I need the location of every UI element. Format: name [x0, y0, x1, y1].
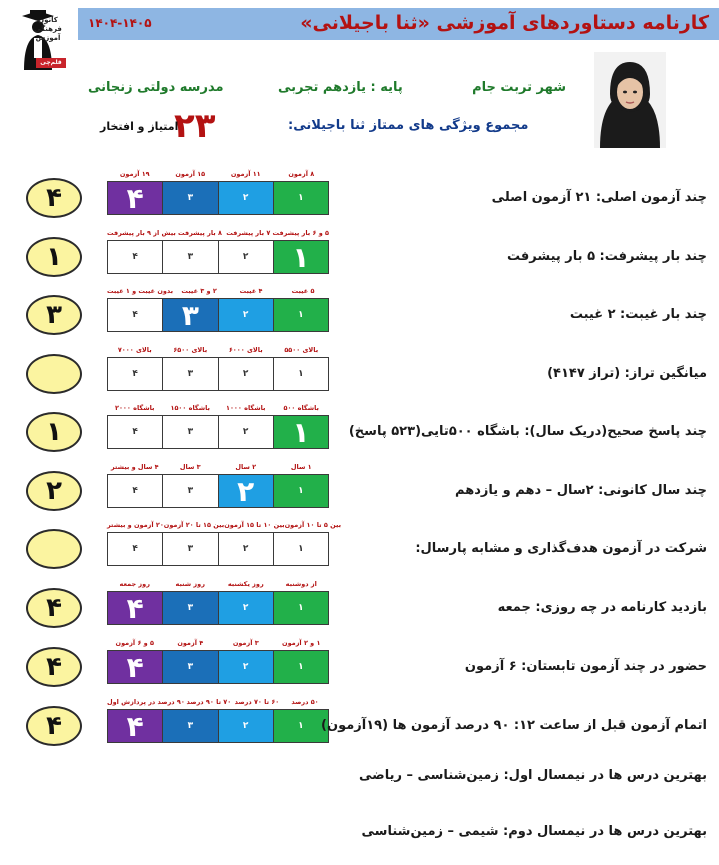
level-header-label: ۴ آزمون	[177, 639, 204, 647]
level-cell: ۲	[218, 358, 273, 390]
score-circle: ۴	[26, 647, 82, 687]
level-header-label: ۷۰ تا ۹۰ درصد	[186, 698, 232, 706]
level-cell: ۱	[273, 475, 328, 507]
level-headers	[107, 229, 329, 237]
level-cell: ۳	[162, 416, 217, 448]
level-headers	[107, 463, 329, 471]
level-cell: ۲	[218, 592, 273, 624]
level-cell: ۴	[108, 182, 162, 214]
level-header-label: بین ۱۵ تا ۲۰ آزمون	[163, 521, 225, 529]
level-header-label: ۱۹ آزمون	[119, 170, 150, 178]
achievement-row	[0, 461, 719, 521]
level-headers	[107, 346, 329, 354]
header-bar	[78, 8, 719, 40]
level-headers	[107, 170, 329, 178]
report-title: کارنامه دستاوردهای آموزشی «ثنا باجیلانی»	[300, 12, 709, 34]
question-text: چند بار غیبت: ۲ غیبت	[569, 307, 707, 322]
score-circle	[26, 354, 82, 394]
logo-tag: قلم‌چی	[36, 58, 66, 68]
level-header-label: ۸ بار پیشرفت	[177, 229, 222, 237]
level-header-label: ۲ و ۳ غیبت	[181, 287, 217, 295]
level-cell: ۲	[218, 182, 273, 214]
level-header-label: ۵۰ درصد	[291, 698, 319, 706]
best-subjects-term2: بهترین درس ها در نیمسال دوم: شیمی – زمین‌شناسی	[361, 824, 707, 839]
score-circle: ۱	[26, 412, 82, 452]
level-cell: ۱	[273, 241, 328, 273]
question-text: چند بار پیشرفت: ۵ بار پیشرفت	[506, 249, 707, 264]
level-cell: ۱	[273, 182, 328, 214]
level-cell: ۴	[108, 299, 162, 331]
level-cell: ۴	[108, 533, 162, 565]
level-cell: ۳	[162, 299, 217, 331]
level-header-label: روز یکشنبه	[227, 580, 264, 588]
level-header-label: باشگاه ۵۰۰	[283, 404, 319, 412]
level-cell: ۱	[273, 651, 328, 683]
level-cell: ۲	[218, 475, 273, 507]
level-cells	[107, 357, 329, 391]
level-header-label: ۵ غیبت	[291, 287, 315, 295]
score-circle: ۴	[26, 178, 82, 218]
level-header-label: بالای ۶۵۰۰	[173, 346, 208, 354]
total-points: ۲۳	[174, 106, 216, 146]
level-cells	[107, 709, 329, 743]
academic-year: ۱۴۰۴-۱۴۰۵	[88, 16, 152, 30]
level-cell: ۲	[218, 533, 273, 565]
achievement-row	[0, 402, 719, 462]
level-headers	[107, 639, 329, 647]
score-circle: ۳	[26, 295, 82, 335]
question-text: شرکت در آزمون هدف‌گذاری و مشابه پارسال:	[415, 541, 707, 556]
score-circle: ۱	[26, 237, 82, 277]
level-headers	[107, 521, 342, 529]
level-headers	[107, 698, 329, 706]
achievement-row	[0, 637, 719, 697]
score-circle: ۲	[26, 471, 82, 511]
level-header-label: ۱ و ۲ آزمون	[282, 639, 321, 647]
level-header-label: باشگاه ۱۰۰۰	[226, 404, 266, 412]
level-cell: ۴	[108, 710, 162, 742]
achievement-row	[0, 696, 719, 756]
level-header-label: بالای ۷۰۰۰	[117, 346, 152, 354]
student-photo	[594, 52, 666, 148]
achievement-row	[0, 227, 719, 287]
score-circle: ۴	[26, 588, 82, 628]
level-header-label: روز شنبه	[175, 580, 205, 588]
level-cell: ۳	[162, 651, 217, 683]
level-header-label: ۸ آزمون	[288, 170, 315, 178]
question-text: چند سال کانونی: ۲سال – دهم و یازدهم	[455, 483, 707, 498]
question-text: میانگین تراز: (تراز ۴۱۴۷)	[547, 366, 707, 381]
level-cell: ۴	[108, 651, 162, 683]
level-cell: ۴	[108, 358, 162, 390]
level-cell: ۴	[108, 592, 162, 624]
level-cells	[107, 591, 329, 625]
level-header-label: ۳ آزمون	[232, 639, 259, 647]
level-cell: ۳	[162, 241, 217, 273]
level-header-label: بیش از ۹ بار پیشرفت	[107, 229, 176, 237]
level-cell: ۱	[273, 592, 328, 624]
level-header-label: بین ۱۰ تا ۱۵ آزمون	[224, 521, 285, 529]
level-header-label: ۱۵ آزمون	[175, 170, 206, 178]
level-header-label: ۱۱ آزمون	[230, 170, 261, 178]
achievement-row	[0, 285, 719, 345]
level-cells	[107, 532, 329, 566]
level-cell: ۴	[108, 475, 162, 507]
level-cell: ۲	[218, 241, 273, 273]
level-cell: ۱	[273, 358, 328, 390]
school-label: مدرسه دولتی زنجانی	[88, 80, 224, 95]
level-cell: ۳	[162, 475, 217, 507]
level-header-label: ۴ سال و بیشتر	[110, 463, 159, 471]
level-header-label: ۶۰ تا ۷۰ درصد	[234, 698, 280, 706]
level-header-label: ۲ سال	[235, 463, 257, 471]
level-header-label: باشگاه ۲۰۰۰	[115, 404, 155, 412]
level-headers	[107, 580, 329, 588]
features-label: مجموع ویژگی های ممتاز ثنا باجیلانی:	[288, 118, 529, 133]
level-header-label: ۴ غیبت	[239, 287, 263, 295]
level-cell: ۴	[108, 241, 162, 273]
question-text: اتمام آزمون قبل از ساعت ۱۲: ۹۰ درصد آزمون ها (۱۹آزمون)	[321, 718, 707, 733]
level-cell: ۱	[273, 416, 328, 448]
logo-text: کانون فرهنگی آموزش	[34, 16, 62, 42]
level-cell: ۳	[162, 182, 217, 214]
level-header-label: ۲۰ آزمون و بیشتر	[107, 521, 164, 529]
level-cell: ۳	[162, 533, 217, 565]
level-header-label: ۷ بار پیشرفت	[226, 229, 271, 237]
grade-label: پایه : یازدهم تجربی	[278, 80, 403, 95]
question-text: چند پاسخ صحیح(دریک سال): باشگاه ۵۰۰تایی(۵۲۳ پاسخ)	[348, 424, 707, 439]
score-circle: ۴	[26, 706, 82, 746]
level-cell: ۲	[218, 416, 273, 448]
level-header-label: ۱ سال	[290, 463, 312, 471]
level-cell: ۲	[218, 651, 273, 683]
level-cell: ۱	[273, 533, 328, 565]
level-header-label: روز جمعه	[119, 580, 150, 588]
level-cell: ۱	[273, 299, 328, 331]
level-cells	[107, 650, 329, 684]
level-cells	[107, 415, 329, 449]
level-cells	[107, 298, 329, 332]
city-label: شهر تربت جام	[472, 80, 566, 95]
level-header-label: بین ۵ تا ۱۰ آزمون	[284, 521, 342, 529]
level-headers	[107, 404, 329, 412]
question-text: بازدید کارنامه در چه روزی: جمعه	[497, 600, 707, 615]
level-header-label: ۵ و ۶ بار پیشرفت	[272, 229, 330, 237]
question-text: حضور در چند آزمون تابستان: ۶ آزمون	[464, 659, 707, 674]
level-header-label: بالای ۵۵۰۰	[284, 346, 319, 354]
level-cell: ۳	[162, 710, 217, 742]
level-header-label: ۵ و ۶ آزمون	[115, 639, 154, 647]
level-header-label: ۳ سال	[179, 463, 201, 471]
level-cell: ۲	[218, 710, 273, 742]
question-text: چند آزمون اصلی: ۲۱ آزمون اصلی	[491, 190, 707, 205]
best-subjects-term1: بهترین درس ها در نیمسال اول: زمین‌شناسی – ریاضی	[358, 768, 707, 783]
points-label: امتیاز و افتخار	[100, 120, 179, 133]
level-header-label: باشگاه ۱۵۰۰	[170, 404, 210, 412]
level-cells	[107, 474, 329, 508]
achievement-row	[0, 578, 719, 638]
level-cell: ۳	[162, 592, 217, 624]
level-headers	[107, 287, 329, 295]
level-cell: ۱	[273, 710, 328, 742]
achievement-row	[0, 519, 719, 579]
level-cell: ۲	[218, 299, 273, 331]
level-header-label: ۹۰ درصد در پردازش اول	[107, 698, 185, 706]
level-cells	[107, 240, 329, 274]
level-header-label: بدون غیبت و ۱ غیبت	[107, 287, 174, 295]
level-cell: ۳	[162, 358, 217, 390]
score-circle	[26, 529, 82, 569]
achievement-row	[0, 344, 719, 404]
level-header-label: بالای ۶۰۰۰	[228, 346, 263, 354]
level-cells	[107, 181, 329, 215]
achievement-row	[0, 168, 719, 228]
level-header-label: از دوشنبه	[285, 580, 317, 588]
level-cell: ۴	[108, 416, 162, 448]
